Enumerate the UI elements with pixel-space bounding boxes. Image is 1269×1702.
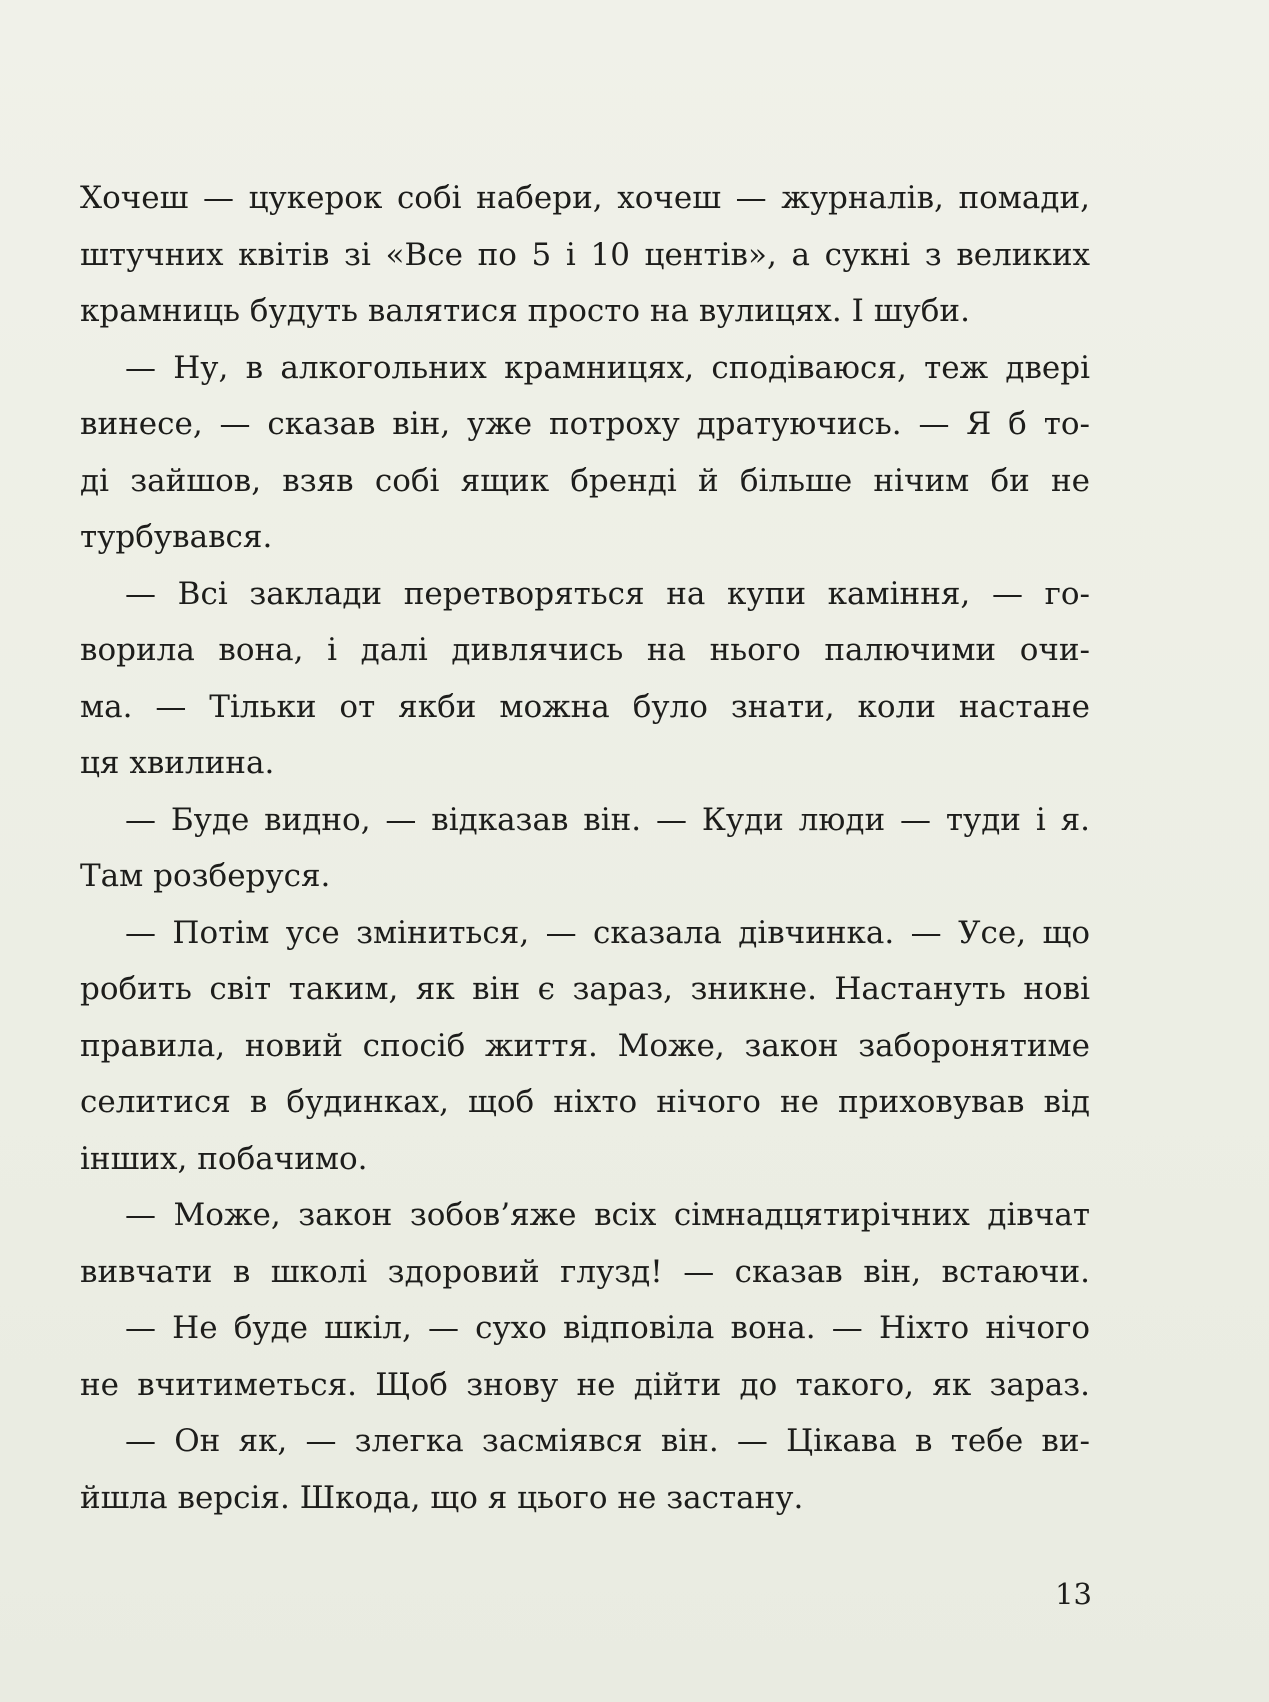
text-line: крамниць будуть валятися просто на вулицях. І шуби. [80, 293, 970, 329]
text-line: — Ну, в алкогольних крамницях, сподіваюся, теж двері [125, 349, 1090, 386]
text-line: вивчати в школі здоровий глузд! — сказав він, встаючи. [80, 1253, 1090, 1290]
text-line: — Всі заклади перетворяться на купи каміння, — го- [125, 575, 1090, 612]
text-line: селитися в будинках, щоб ніхто нічого не приховував від [80, 1084, 1090, 1120]
text-line: Там розберуся. [80, 858, 331, 894]
text-line: не вчитиметься. Щоб знову не дійти до такого, як зараз. [80, 1366, 1090, 1403]
text-line: винесе, — сказав він, уже потроху дратуючись. — Я б то- [80, 406, 1090, 442]
text-line: інших, побачимо. [80, 1140, 368, 1177]
text-line: ця хвилина. [80, 745, 275, 781]
text-line: ма. — Тільки от якби можна було знати, коли настане [80, 688, 1090, 725]
body-text [80, 170, 1090, 1526]
text-line: — Не буде шкіл, — сухо відповіла вона. — Ніхто нічого [125, 1310, 1090, 1346]
text-line: штучних квітів зі «Все по 5 і 10 центів», а сукні з великих [80, 236, 1090, 273]
page-number: 13 [1055, 1577, 1092, 1611]
text-line: — Буде видно, — відказав він. — Куди люди — туди і я. [125, 801, 1090, 838]
text-line: ді зайшов, взяв собі ящик бренді й більше нічим би не [80, 462, 1090, 499]
text-line: Хочеш — цукерок собі набери, хочеш — журналів, помади, [80, 180, 1090, 216]
text-line: ворила вона, і далі дивлячись на нього палючими очи- [80, 632, 1090, 668]
text-line: йшла версія. Шкода, що я цього не застану. [80, 1479, 804, 1516]
text-line: правила, новий спосіб життя. Може, закон заборонятиме [80, 1027, 1090, 1064]
text-line: — Може, закон зобов’яже всіх сімнадцятирічних дівчат [125, 1197, 1090, 1233]
text-line: робить світ таким, як він є зараз, зникне. Настануть нові [80, 971, 1090, 1007]
text-line: — Потім усе зміниться, — сказала дівчинка. — Усе, що [125, 914, 1090, 951]
text-line: — Он як, — злегка засміявся він. — Цікава в тебе ви- [125, 1423, 1090, 1459]
text-line: турбувався. [80, 519, 273, 555]
